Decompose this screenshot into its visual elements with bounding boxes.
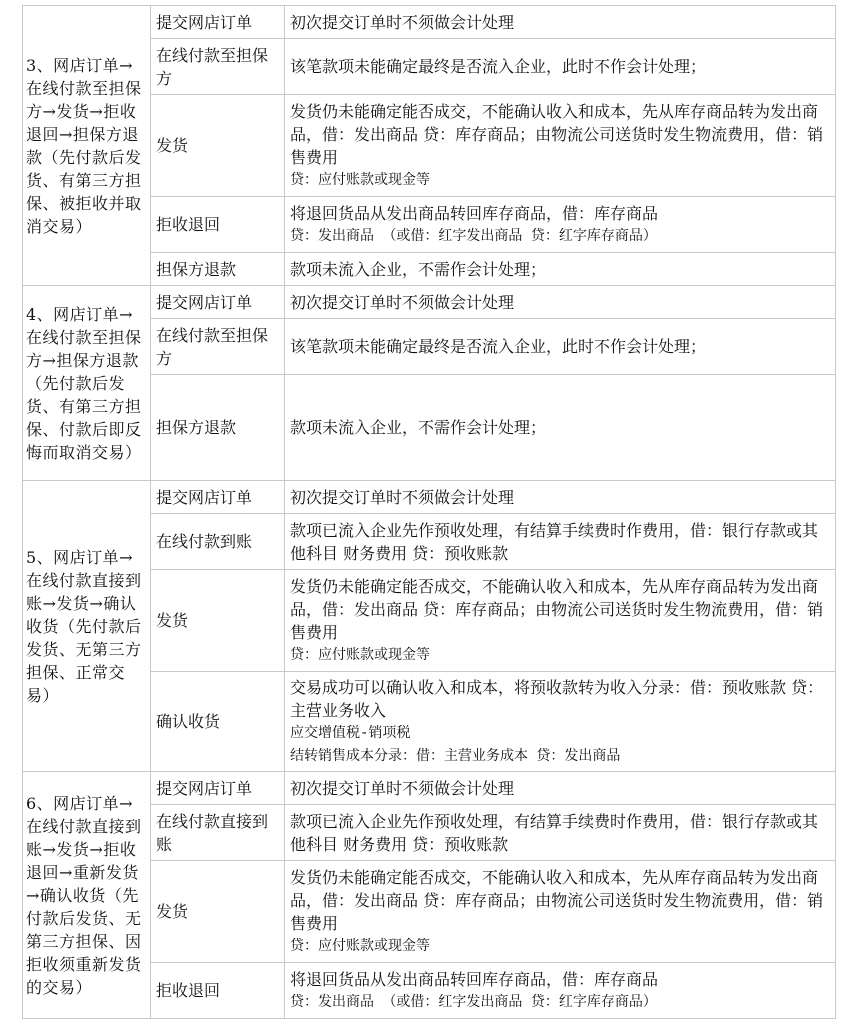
treatment-line: 该笔款项未能确定最终是否流入企业，此时不作会计处理； [290,337,707,356]
treatment-line: 该笔款项未能确定最终是否流入企业，此时不作会计处理； [290,57,707,76]
treatment-line: 发货仍未能确定能否成交，不能确认收入和成本，先从库存商品转为发出商品，借：发出商品 贷：库存商品；由物流公司送货时发生物流费用，借：销售费用 [290,867,824,933]
step-cell: 提交网店订单 [151,286,285,319]
step-cell: 在线付款至担保方 [151,39,285,95]
treatment-cell [285,672,836,772]
treatment-cell [285,253,836,286]
step-cell: 拒收退回 [151,197,285,253]
treatment-line: 发货仍未能确定能否成交，不能确认收入和成本，先从库存商品转为发出商品，借：发出商品 贷：库存商品；由物流公司送货时发生物流费用，借：销售费用 [290,101,824,167]
table-row [23,6,836,39]
scenario-cell: 3、网店订单→在线付款至担保方→发货→拒收退回→担保方退款（先付款后发货、有第三方担保、被拒收并取消交易） [23,6,151,286]
treatment-line: 贷：应付账款或现金等 [290,937,430,954]
step-cell: 提交网店订单 [151,481,285,514]
treatment-cell [285,861,836,963]
treatment-line: 初次提交订单时不须做会计处理 [290,487,515,507]
treatment-line: 款项已流入企业先作预收处理，有结算手续费时作费用，借：银行存款或其他科目 财务费用 贷：预收账款 [290,520,819,563]
treatment-cell [285,570,836,672]
treatment-cell [285,6,836,39]
treatment-line: 贷：应付账款或现金等 [290,171,430,188]
treatment-line: 结转销售成本分录：借：主营业务成本 贷：发出商品 [290,747,621,764]
step-cell: 提交网店订单 [151,6,285,39]
treatment-line: 初次提交订单时不须做会计处理 [290,778,515,798]
treatment-line: 发货仍未能确定能否成交，不能确认收入和成本，先从库存商品转为发出商品，借：发出商品 贷：库存商品；由物流公司送货时发生物流费用，借：销售费用 [290,576,824,642]
step-cell: 担保方退款 [151,375,285,481]
step-cell: 确认收货 [151,672,285,772]
accounting-table [22,5,836,1019]
treatment-line: 款项未流入企业，不需作会计处理； [290,259,547,279]
table-row [23,286,836,319]
step-cell: 担保方退款 [151,253,285,286]
treatment-line: 款项未流入企业，不需作会计处理； [290,418,547,437]
table-row [23,481,836,514]
step-cell: 提交网店订单 [151,772,285,805]
table-row [23,772,836,805]
treatment-cell [285,39,836,95]
treatment-cell [285,772,836,805]
treatment-line: 将退回货品从发出商品转回库存商品，借：库存商品 [290,203,659,223]
treatment-cell [285,963,836,1019]
step-cell: 在线付款直接到账 [151,805,285,861]
treatment-cell [285,319,836,375]
treatment-line: 初次提交订单时不须做会计处理 [290,292,515,312]
treatment-line: 应交增值税-销项税 [290,724,411,741]
step-cell: 拒收退回 [151,963,285,1019]
step-cell: 在线付款到账 [151,514,285,570]
treatment-cell [285,375,836,481]
step-cell: 在线付款至担保方 [151,319,285,375]
treatment-cell [285,197,836,253]
treatment-cell [285,514,836,570]
treatment-cell [285,481,836,514]
treatment-line: 将退回货品从发出商品转回库存商品，借：库存商品 [290,969,659,989]
treatment-line: 贷：发出商品 （或借：红字发出商品 贷：红字库存商品） [290,993,657,1010]
treatment-cell [285,805,836,861]
step-cell: 发货 [151,95,285,197]
treatment-line: 贷：发出商品 （或借：红字发出商品 贷：红字库存商品） [290,227,657,244]
treatment-cell [285,286,836,319]
scenario-cell: 5、网店订单→在线付款直接到账→发货→确认收货（先付款后发货、无第三方担保、正常交易） [23,481,151,772]
scenario-cell: 6、网店订单→在线付款直接到账→发货→拒收退回→重新发货→确认收货（先付款后发货、无第三方担保、因拒收须重新发货的交易） [23,772,151,1019]
step-cell: 发货 [151,570,285,672]
treatment-line: 贷：应付账款或现金等 [290,646,430,663]
step-cell: 发货 [151,861,285,963]
treatment-line: 款项已流入企业先作预收处理，有结算手续费时作费用，借：银行存款或其他科目 财务费用 贷：预收账款 [290,811,819,854]
treatment-line: 交易成功可以确认收入和成本，将预收款转为收入分录：借：预收账款 贷：主营业务收入 [290,677,824,720]
treatment-cell [285,95,836,197]
treatment-line: 初次提交订单时不须做会计处理 [290,12,515,32]
scenario-cell: 4、网店订单→在线付款至担保方→担保方退款（先付款后发货、有第三方担保、付款后即反悔而取消交易） [23,286,151,481]
